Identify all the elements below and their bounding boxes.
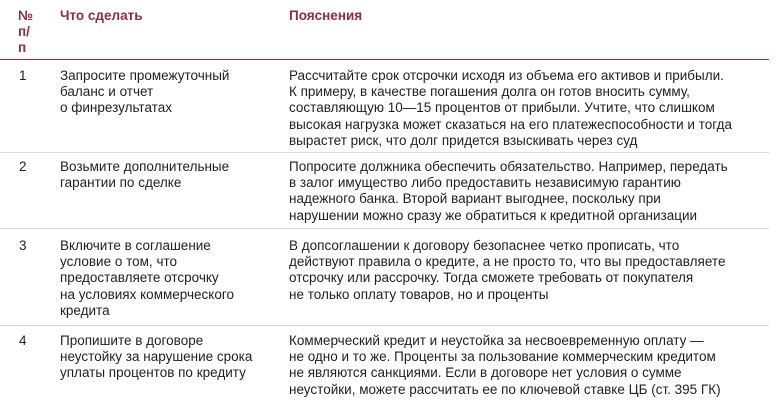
row-explanation-line: не одно и то же. Проценты за пользование коммерческим кредитом	[289, 349, 716, 365]
row-action-line: Пропишите в договоре	[60, 333, 204, 348]
header-explanation: Пояснения	[289, 8, 363, 23]
row-explanation-line: действуют правила о кредите, а не просто то, что вы предоставляете	[289, 254, 726, 270]
row-action-line: Возьмите дополнительные	[60, 159, 230, 174]
table-header	[0, 0, 779, 60]
row-action-line: неустойку за нарушение срока	[60, 349, 253, 365]
row-explanation	[289, 238, 759, 303]
header-number-line: п	[18, 40, 27, 55]
row-number: 1	[19, 68, 27, 83]
header-what-to-do: Что сделать	[60, 8, 143, 23]
row-number: 4	[19, 333, 27, 348]
row-action-line: Запросите промежуточный	[60, 68, 230, 83]
header-number-line: №	[18, 8, 34, 23]
row-action-line: баланс и отчет	[60, 84, 154, 100]
row-divider	[0, 325, 769, 326]
row-explanation	[289, 333, 759, 398]
header-number-line: п/	[18, 24, 30, 39]
row-explanation-line: надежного банка. Второй вариант выгоднее, поскольку при	[289, 191, 661, 207]
row-divider	[0, 152, 769, 153]
row-explanation-line: не только оплату товаров, но и проценты	[289, 286, 549, 302]
row-explanation-line: Рассчитайте срок отсрочки исходя из объема его активов и прибыли.	[289, 68, 724, 83]
row-action	[60, 159, 270, 191]
row-action-line: о финрезультатах	[60, 100, 172, 116]
row-action-line: предоставляете отсрочку	[60, 270, 219, 286]
row-action-line: Включите в соглашение	[60, 238, 211, 253]
row-action-line: гарантии по сделке	[60, 175, 182, 191]
row-explanation-line: нарушении можно сразу же обратиться к кредитной организации	[289, 207, 698, 223]
row-action-line: условие о том, что	[60, 254, 178, 270]
row-explanation-line: не являются санкциями. Если в договоре нет условия о сумме	[289, 365, 682, 381]
row-action-line: на условиях коммерческого	[60, 286, 234, 302]
row-explanation-line: вырастет риск, что долг придется взыскивать через суд	[289, 132, 638, 148]
row-action	[60, 333, 270, 382]
row-explanation-line: К примеру, в качестве погашения долга он готов вносить сумму,	[289, 84, 690, 100]
row-explanation-line: неустойки, можете рассчитать ее по ключевой ставке ЦБ (ст. 395 ГК)	[289, 381, 721, 397]
row-action-line: кредита	[60, 302, 110, 318]
row-explanation-line: высокая нагрузка может сказаться на его платежеспособности и тогда	[289, 116, 732, 132]
header-number	[18, 8, 44, 56]
row-explanation-line: Коммерческий кредит и неустойка за несвоевременную оплату —	[289, 333, 704, 348]
row-explanation	[289, 159, 759, 224]
row-explanation-line: составляющую 10—15 процентов от прибыли. Учтите, что слишком	[289, 100, 715, 116]
row-action-line: уплаты процентов по кредиту	[60, 365, 246, 381]
row-number: 2	[19, 159, 27, 174]
row-explanation	[289, 68, 759, 149]
row-explanation-line: отсрочку или рассрочку. Тогда сможете требовать от покупателя	[289, 270, 694, 286]
row-number: 3	[19, 238, 27, 253]
row-explanation-line: в залог имущество либо предоставить независимую гарантию	[289, 175, 681, 191]
header-divider	[0, 59, 769, 60]
row-explanation-line: Попросите должника обеспечить обязательство. Например, передать	[289, 159, 728, 174]
row-divider	[0, 228, 769, 229]
row-explanation-line: В допсоглашении к договору безопаснее четко прописать, что	[289, 238, 680, 253]
row-action	[60, 238, 270, 319]
row-action	[60, 68, 270, 117]
